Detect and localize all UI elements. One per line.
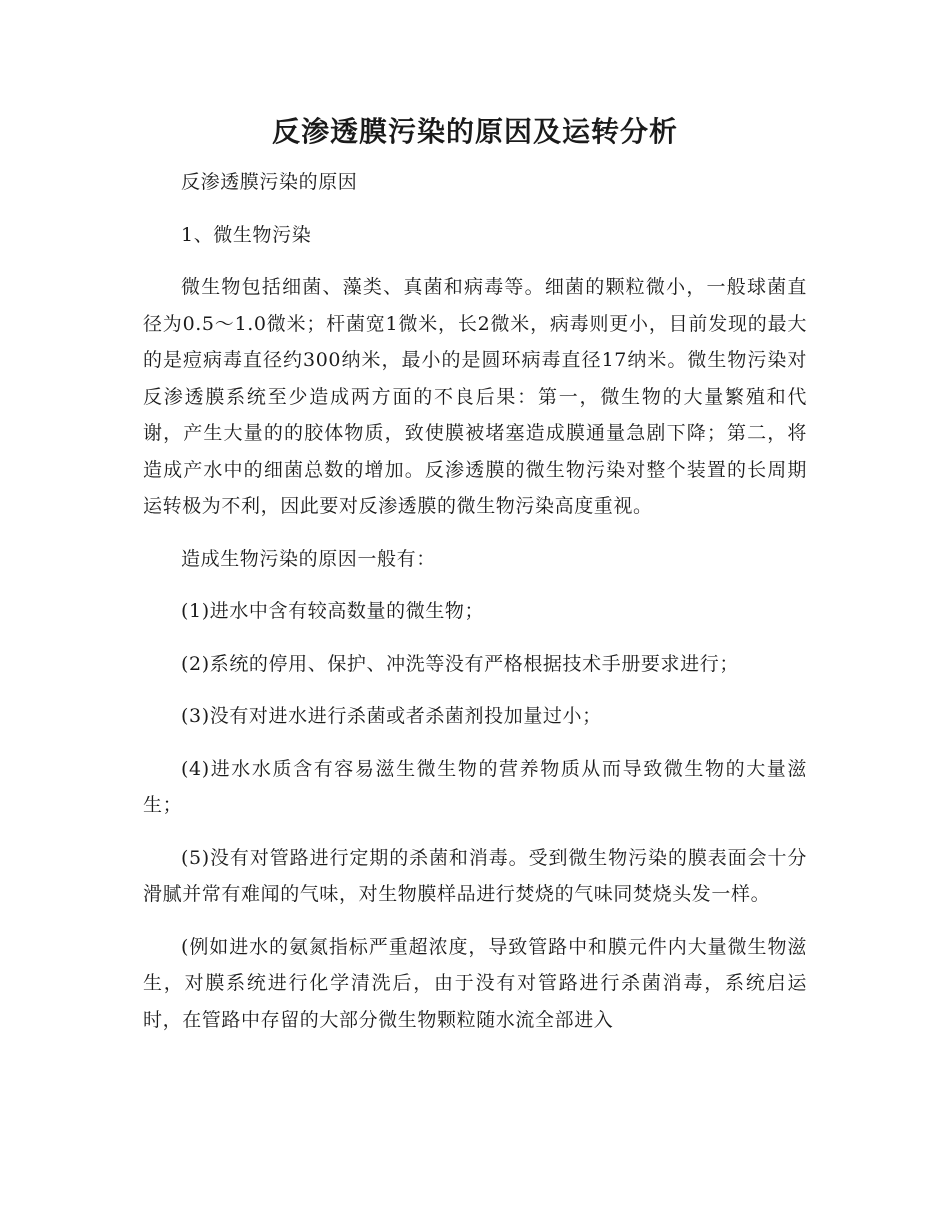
list-item: (4)进水水质含有容易滋生微生物的营养物质从而导致微生物的大量滋生； xyxy=(143,757,807,816)
body-paragraph: 微生物包括细菌、藻类、真菌和病毒等。细菌的颗粒微小，一般球菌直径为0.5～1.0微米；杆菌宽1微米，长2微米，病毒则更小，目前发现的最大的是痘病毒直径约300纳米，最小的是圆环病毒直径17纳米。微生物污染对反渗透膜系统至少造成两方面的不良后果：第一，微生物的大量繁殖和代谢，产生大量的的胶体物质，致使膜被堵塞造成膜通量急剧下降；第二，将造成产水中的细菌总数的增加。反渗透膜的微生物污染对整个装置的长周期运转极为不利，因此要对反渗透膜的微生物污染高度重视。 xyxy=(143,276,807,517)
section-heading: 反渗透膜污染的原因 xyxy=(181,171,358,193)
subsection-heading: 1、微生物污染 xyxy=(181,223,312,246)
document-page xyxy=(143,112,807,1038)
list-item: (3)没有对进水进行杀菌或者杀菌剂投加量过小； xyxy=(181,705,602,727)
document-title: 反渗透膜污染的原因及运转分析 xyxy=(271,115,678,148)
list-item: (5)没有对管路进行定期的杀菌和消毒。受到微生物污染的膜表面会十分滑腻并常有难闻的气味，对生物膜样品进行焚烧的气味同焚烧头发一样。 xyxy=(143,846,807,905)
list-item: (1)进水中含有较高数量的微生物； xyxy=(181,600,485,622)
list-item: (2)系统的停用、保护、冲洗等没有严格根据技术手册要求进行； xyxy=(181,652,739,675)
body-paragraph: (例如进水的氨氮指标严重超浓度，导致管路中和膜元件内大量微生物滋生，对膜系统进行化学清洗后，由于没有对管路进行杀菌消毒，系统启运时，在管路中存留的大部分微生物颗粒随水流全部进入 xyxy=(143,935,807,1031)
body-paragraph: 造成生物污染的原因一般有： xyxy=(181,547,436,570)
